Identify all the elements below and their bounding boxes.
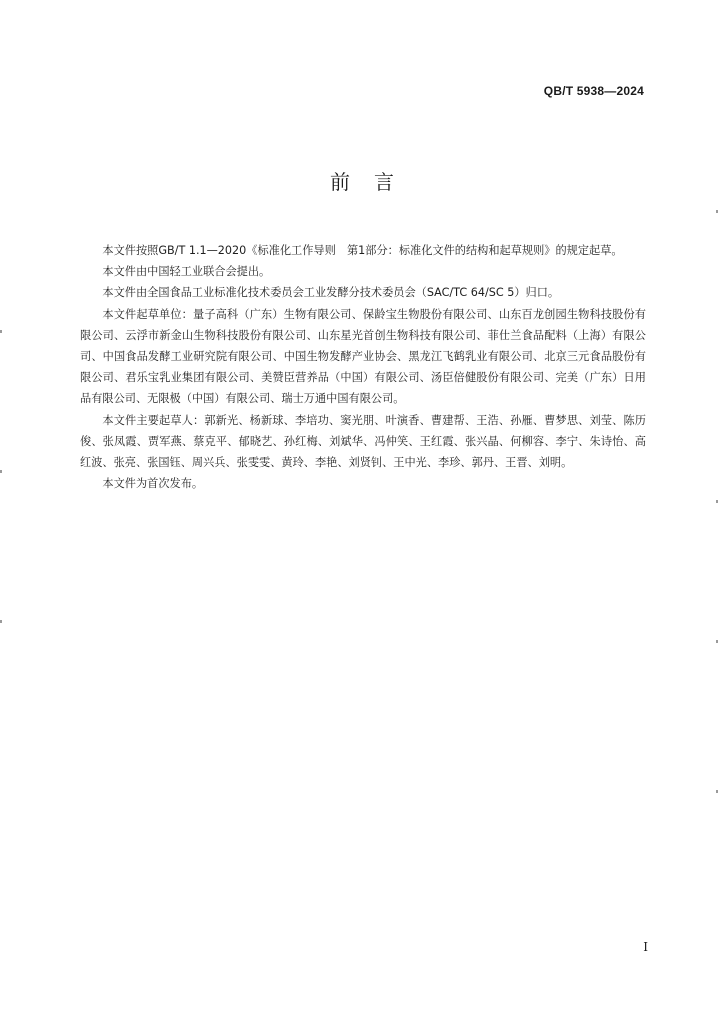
paragraph-drafting-units: 本文件起草单位：量子高科（广东）生物有限公司、保龄宝生物股份有限公司、山东百龙创园生物科技股份有限公司、云浮市新金山生物科技股份有限公司、山东星光首创生物科技有限公司、菲仕兰食品配料（上海）有限公司、中国食品发酵工业研究院有限公司、中国生物发酵产业协会、黑龙江飞鹤乳业有限公司、北京三元食品股份有限公司、君乐宝乳业集团有限公司、美赞臣营养品（中国）有限公司、汤臣倍健股份有限公司、完美（广东）日用品有限公司、无限极（中国）有限公司、瑞士万通中国有限公司。 (80, 307, 646, 406)
scan-edge-mark (0, 330, 2, 333)
standard-code: QB/T 5938—2024 (543, 84, 644, 98)
paragraph-drafting-rules: 本文件按照GB/T 1.1—2020《标准化工作导则 第1部分：标准化文件的结构和起草规则》的规定起草。 (102, 244, 623, 257)
scan-edge-mark (716, 640, 718, 643)
scan-edge-mark (0, 470, 2, 473)
scan-edge-mark (716, 500, 718, 503)
paragraph-drafters: 本文件主要起草人：郭新光、杨新球、李培功、窦光朋、叶演香、曹建帮、王浩、孙雁、曹梦思、刘莹、陈历俊、张凤霞、贾军燕、蔡克平、郁晓艺、孙红梅、刘斌华、冯仲笑、王红霞、张兴晶、何柳容、李宁、朱诗怡、高红波、张亮、张国钰、周兴兵、张雯雯、黄玲、李艳、刘贤钊、王中光、李珍、郭丹、王晋、刘明。 (80, 413, 646, 470)
foreword-body (80, 240, 646, 494)
paragraph-technical-committee: 本文件由全国食品工业标准化技术委员会工业发酵分技术委员会（SAC/TC 64/SC 5）归口。 (102, 286, 560, 300)
page-number: I (643, 940, 648, 954)
scan-edge-mark (0, 620, 2, 623)
paragraph-proposer: 本文件由中国轻工业联合会提出。 (102, 265, 271, 279)
scan-edge-mark (716, 210, 718, 213)
paragraph-first-release: 本文件为首次发布。 (102, 477, 204, 491)
section-title: 前言 (330, 170, 418, 194)
scan-edge-mark (716, 790, 718, 793)
